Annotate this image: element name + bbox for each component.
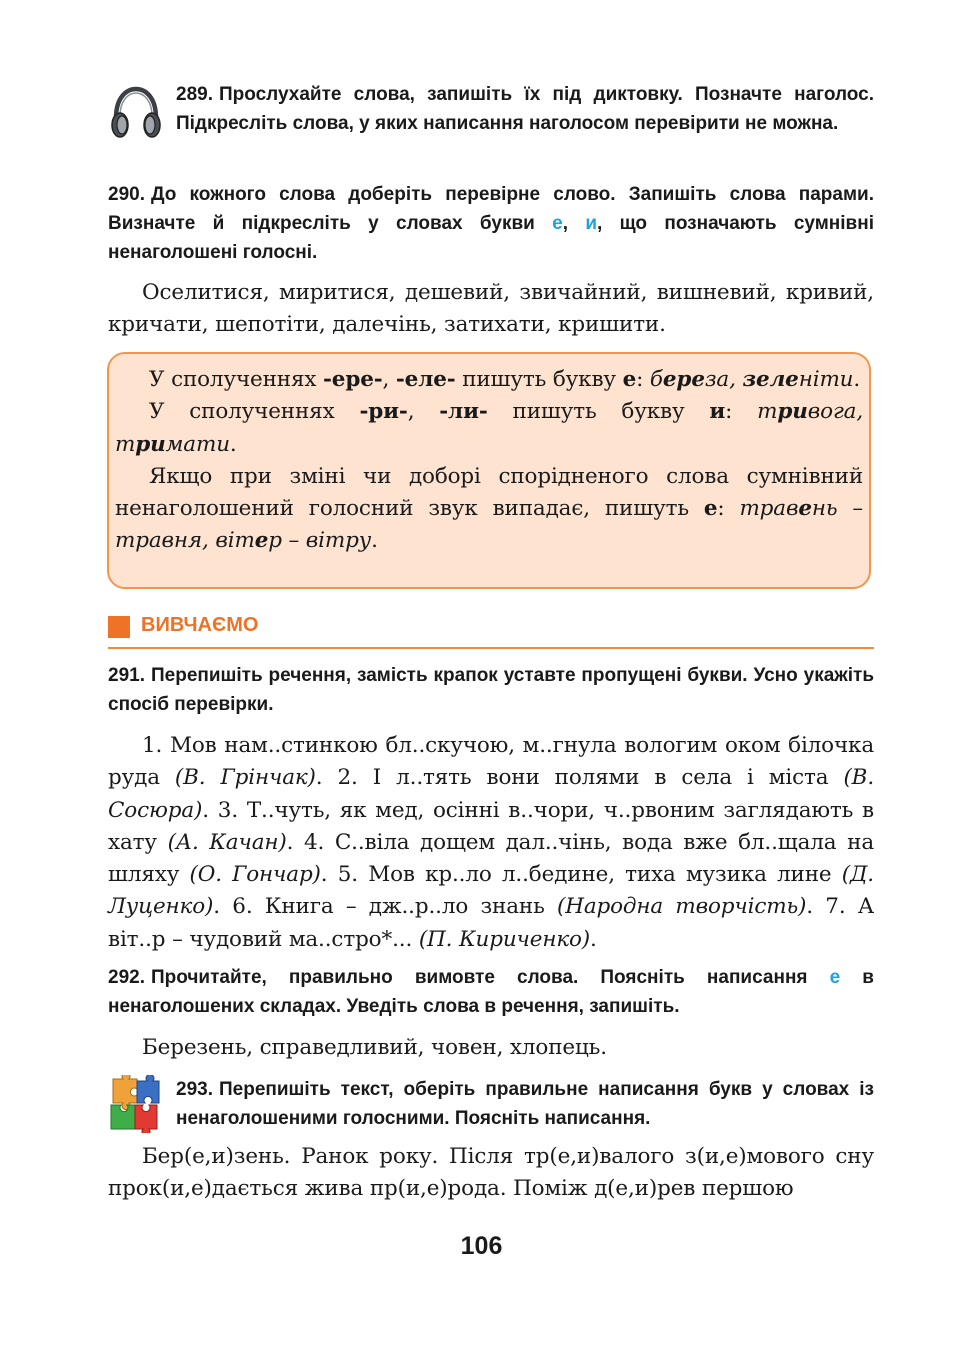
sentence: . 5. Мов кр..ло л..бедине, тиха музика лине [320,862,842,888]
author: (Народна творчість) [556,894,807,920]
rule-example: нь – травня, віт [115,496,863,554]
rule-example-highlight: е [798,496,812,522]
task-instruction: Перепишіть текст, оберіть правильне написання букв у словах із ненаголошеними голосними. Поясніть написання. [176,1079,874,1129]
rule-combination: -ере- [323,367,383,392]
author: (А. Качан) [167,829,287,855]
word-list-292: Березень, справедливий, човен, хлопець. [142,1035,607,1060]
rule-example: трав [739,496,799,522]
rule-text: . [371,528,378,554]
task-instruction-end: в ненаголошених складах. Уведіть слова в речення, запишіть. [108,967,874,1017]
rule-example: за, [704,367,743,392]
task-number: 293. [176,1079,213,1100]
rule-paragraph-2 [115,396,863,461]
rule-letter: и [709,399,726,425]
separator: , [562,213,586,234]
author: (О. Гончар) [189,862,321,888]
rule-combination: -ли- [439,399,488,425]
rule-text: пишуть букву [455,367,623,392]
rule-text: , [407,399,440,425]
text-293: Бер(е,и)зень. Ранок року. Після тр(е,и)валого з(и,е)мового сну прок(и,е)дається жива пр(и,е)рода. Поміж д(е,и)рев першою [108,1144,874,1202]
rule-combination: -ри- [359,399,408,425]
task-instruction: Перепишіть речення, замість крапок уставте пропущені букви. Усно укажіть спосіб перевірки. [108,665,874,715]
rule-example-highlight: ри [135,431,166,457]
rule-combination: -еле- [395,367,456,392]
rule-text: , [382,367,396,392]
rule-example-highlight: ри [777,399,808,425]
section-marker-icon [108,616,130,638]
sentence: . 3. Т..чуть, як мед, осінні в..чори, ч..рвоним заглядають в хату [108,797,874,855]
task-293 [176,1075,874,1133]
rule-text: : [717,496,740,522]
rule-paragraph-3 [115,461,863,558]
rule-text: . [853,367,861,392]
rule-text: : [636,367,650,392]
sentence: . 7. А віт..р – чудовий ма..стро*... [108,894,874,952]
rule-example-highlight: е [254,528,269,554]
rule-example: т [115,431,136,457]
letter-y: и [585,213,598,234]
rule-text: Якщо при зміні чи доборі спорідненого слова сумнівний ненаголошений голосний звук випадає, пишуть [115,463,863,522]
task-instruction-end: , що позначають сумнівні ненаголошені голосні. [108,213,874,263]
rule-text: . [229,431,237,457]
task-instruction: Прослухайте слова, запишіть їх під диктовку. Позначте наголос. Підкресліть слова, у яких написання наголосом перевірити не можна. [176,84,874,134]
rule-example: мати [165,431,230,457]
task-number: 289. [176,84,213,105]
task-290 [108,180,874,267]
rule-letter: е [703,496,718,522]
task-292 [108,963,874,1021]
author: (П. Кириченко) [418,926,591,952]
task-instruction: Прочитайте, правильно вимовте слова. Поясніть написання [150,967,830,988]
task-instruction: До кожного слова доберіть перевірне слово. Запишіть слова парами. Визначте й підкресліть у словах букви [108,184,874,234]
word-list-290: Оселитися, миритися, дешевий, звичайний, вишневий, кривий, кричати, шепотіти, далечінь, затихати, кришити. [108,280,874,338]
rule-example: вога, [807,399,864,425]
sentence: 1. Мов нам..стинкою бл..скучою, м..гнула вологим оком білочка руда [108,733,874,791]
author: (В. Сосюра) [108,765,875,823]
rule-example: т [757,399,778,425]
headphones-icon [108,84,164,140]
rule-letter: е [622,367,637,392]
sentence-end: . [590,926,597,952]
puzzle-icon [107,1075,163,1133]
rule-text: У сполученнях [149,367,324,392]
rule-example-highlight: зеле [742,367,799,392]
rule-text: пишуть букву [487,399,710,425]
task-number: 292. [108,967,145,988]
task-291 [108,661,874,719]
task-number: 291. [108,665,145,686]
sentences-291 [108,730,874,956]
rule-example: ніти [798,367,854,392]
rule-example-highlight: ере [662,367,705,392]
task-number: 290. [108,184,145,205]
rule-text: : [725,399,758,425]
section-heading [108,613,874,649]
sentence: . 4. С..віла дощем дал..чінь, вода вже бл..щала на шляху [108,829,875,888]
section-label: ВИВЧАЄМО [141,614,259,636]
rule-paragraph-1 [115,364,863,396]
rule-text: У сполученнях [149,399,360,425]
rule-example: б [649,367,663,392]
page-number: 106 [460,1232,503,1260]
letter-e: е [829,967,841,988]
letter-e: е [552,213,563,234]
rule-box [107,352,871,589]
rule-example: р – вітру [268,528,372,554]
sentence: . 2. І л..тять вони полями в села і міста [315,765,844,791]
author: (Д. Луценко) [108,862,874,920]
sentence: . 6. Книга – дж..р..ло знань [213,894,557,920]
author: (В. Грінчак) [174,765,316,791]
task-289 [176,80,874,138]
